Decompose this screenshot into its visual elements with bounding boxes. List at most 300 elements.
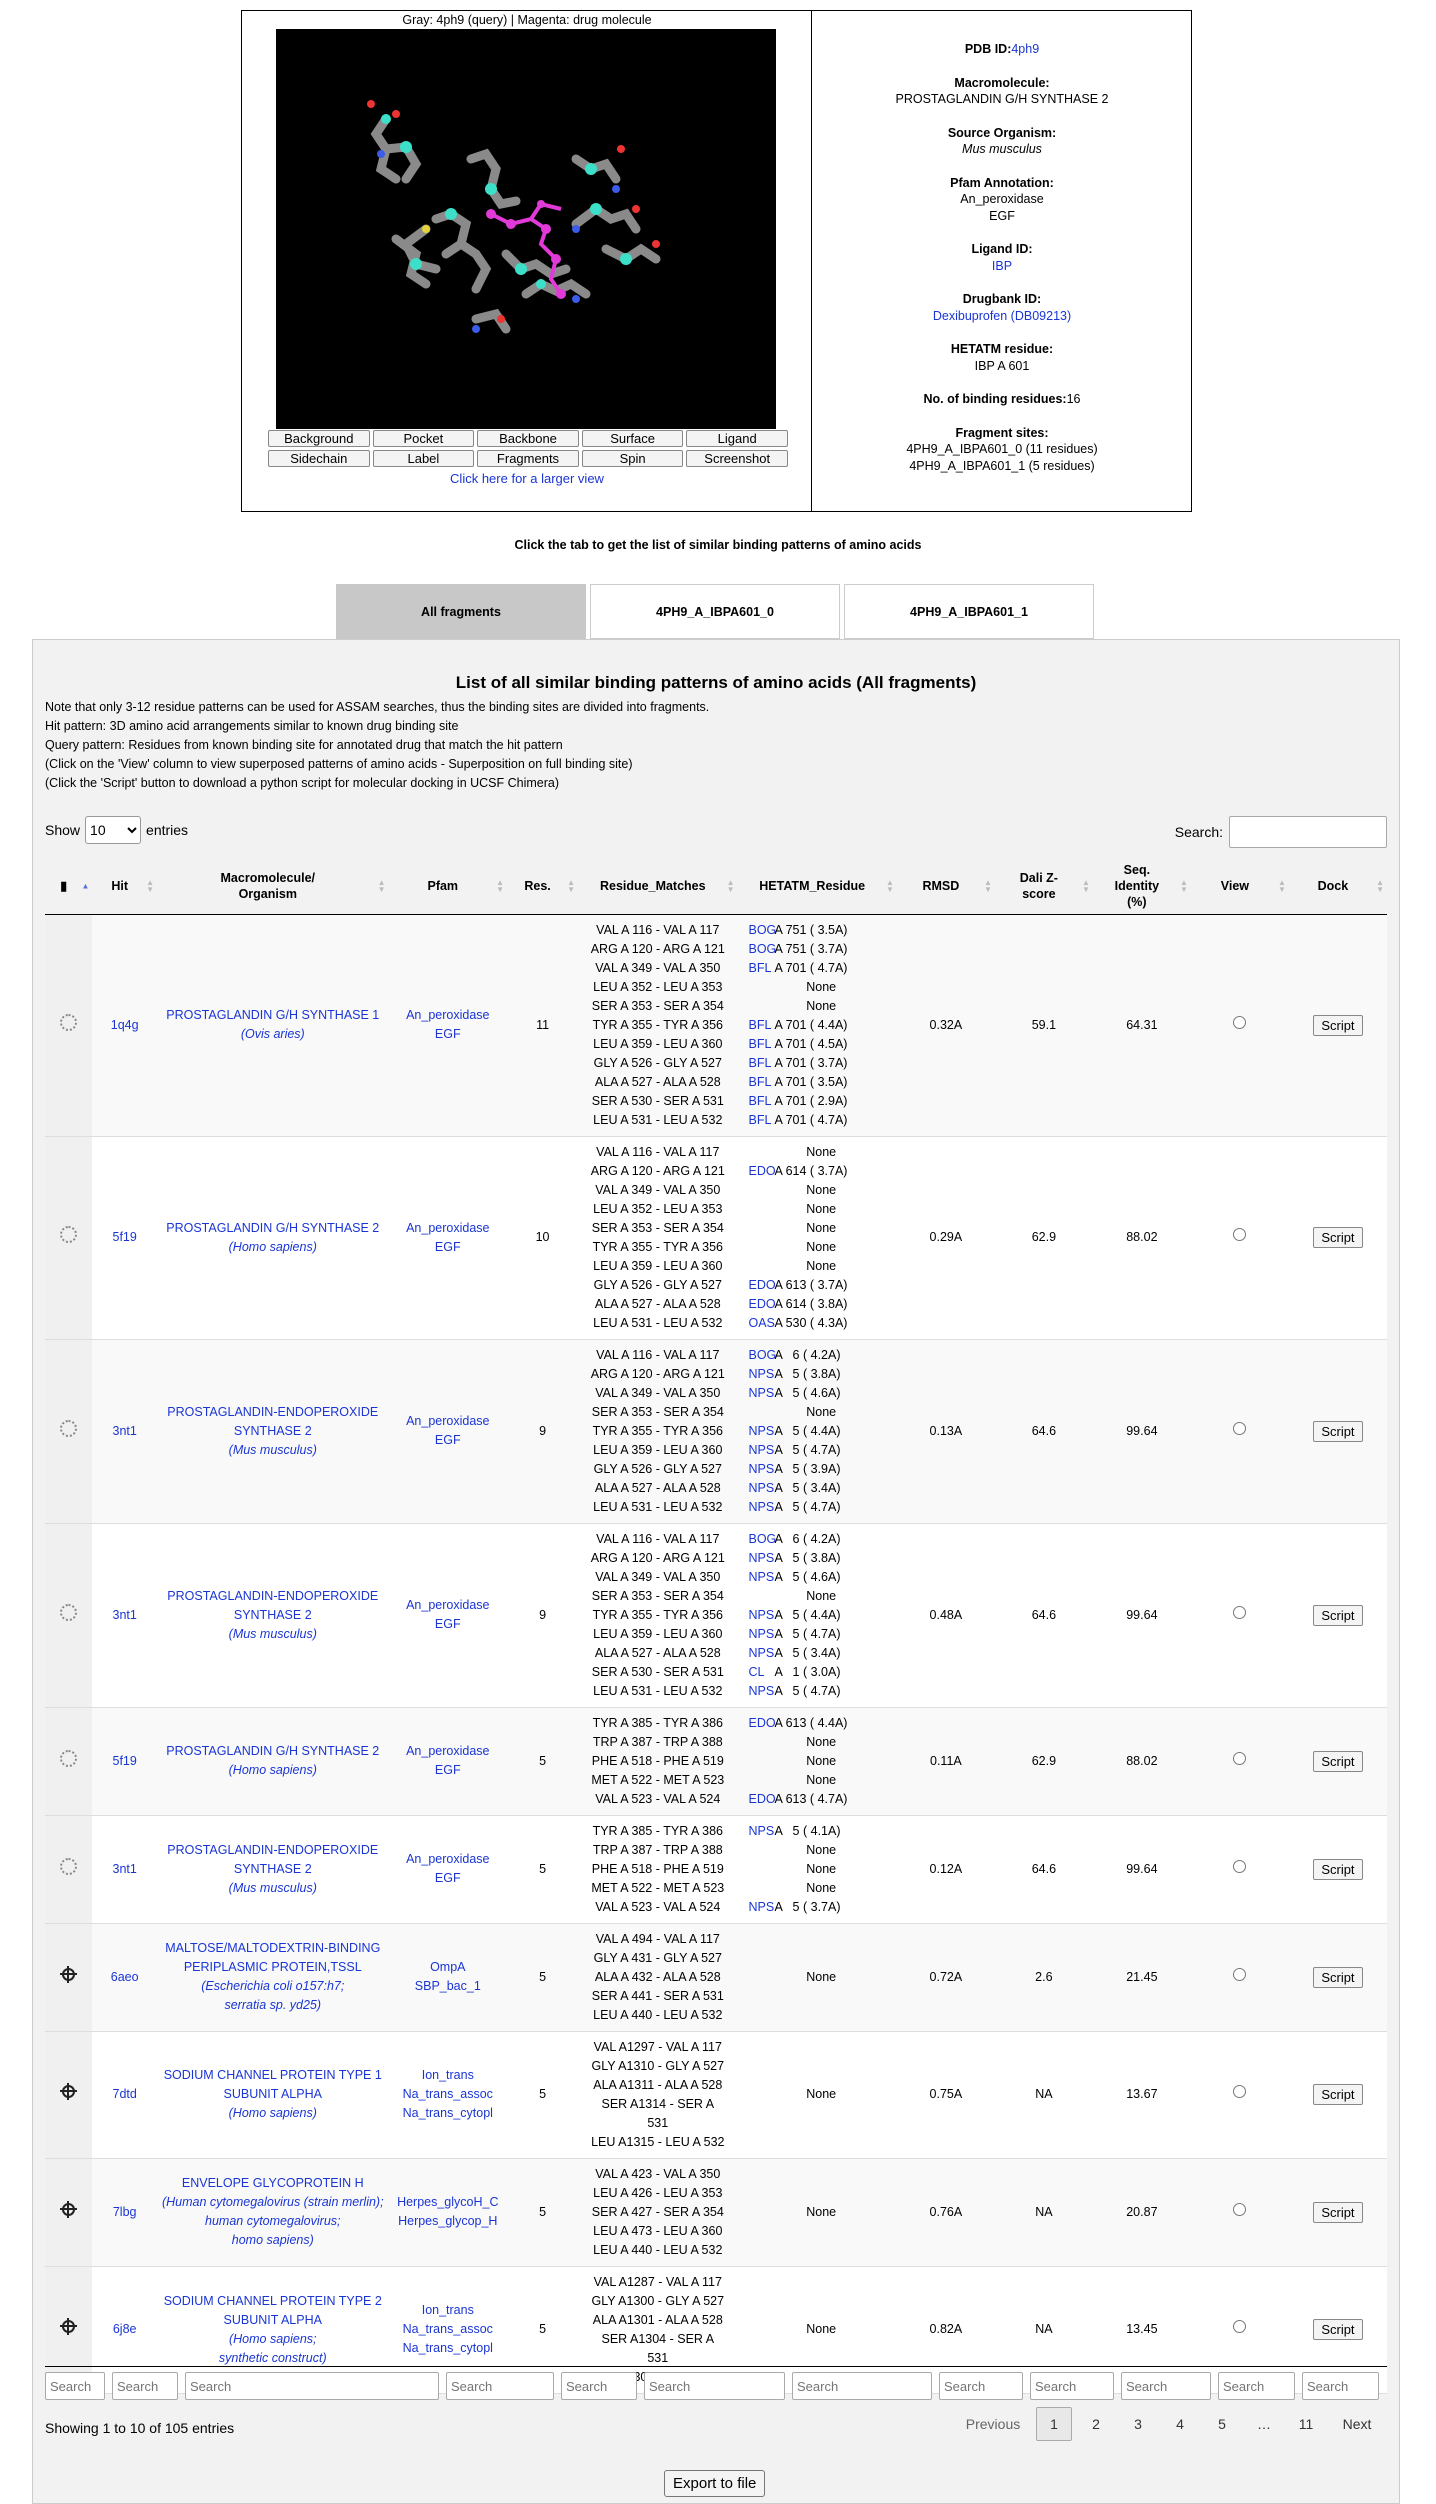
macromolecule-cell (157, 1707, 389, 1815)
hetatm-code-link[interactable]: BFL (748, 1036, 772, 1051)
hetatm-entry (740, 1606, 893, 1625)
hetatm-position: A 613 ( 4.4A) (774, 1715, 848, 1730)
residue-match: LEU A 531 - LEU A 532 (593, 1683, 723, 1698)
pfam-link[interactable]: Herpes_glycoH_C (397, 2195, 499, 2209)
macromolecule-name[interactable]: PROSTAGLANDIN-ENDOPEROXIDE (167, 1588, 379, 1603)
seq-identity: 88.02 (1093, 1707, 1191, 1815)
residue-match: VAL A 494 - VAL A 117 (595, 1931, 720, 1946)
hetatm-entry (740, 1714, 893, 1733)
hetatm-entry (740, 1625, 893, 1644)
residue-match: SER A1304 - SER A (601, 2331, 715, 2346)
hetatm-position: A 614 ( 3.7A) (774, 1163, 848, 1178)
column-search-input[interactable] (185, 2372, 439, 2400)
col-res[interactable] (507, 859, 578, 914)
residue-match: 531 (647, 2115, 669, 2130)
table-row (45, 1136, 1387, 1339)
select-circle-icon[interactable] (60, 1604, 77, 1621)
macromolecule-name[interactable]: SYNTHASE 2 (233, 1423, 312, 1438)
dali-score: 64.6 (995, 1815, 1093, 1923)
hit-link[interactable]: 5f19 (112, 1230, 137, 1244)
residue-match: VAL A 349 - VAL A 350 (595, 960, 721, 975)
search-input[interactable] (1229, 816, 1387, 848)
hit-link[interactable]: 3nt1 (112, 1607, 137, 1622)
seq-identity: 20.87 (1093, 2158, 1191, 2266)
ligand-id-link[interactable]: IBP (991, 258, 1013, 273)
pfam-link[interactable]: Na_trans_cytopl (402, 2341, 493, 2355)
dock-cell (1289, 1523, 1387, 1707)
pfam-cell (389, 2158, 507, 2266)
residue-match: GLY A 526 - GLY A 527 (593, 1277, 722, 1292)
hetatm-code-link[interactable]: NPS (748, 1423, 775, 1438)
pfam-link[interactable]: Ion_trans (421, 2303, 474, 2317)
structure-info-panel (813, 11, 1191, 511)
residue-match: GLY A1310 - GLY A 527 (591, 2058, 725, 2073)
view-radio[interactable] (1233, 1606, 1246, 1619)
crosshair-icon[interactable] (60, 1966, 77, 1983)
hetatm-code-link[interactable]: BOG (748, 1347, 777, 1362)
dock-cell (1289, 1136, 1387, 1339)
source-organism-label: Source Organism: (947, 125, 1057, 140)
note-line: (Click on the 'View' column to view superposed patterns of amino acids - Superposition on full binding site) (45, 757, 633, 771)
organism-name[interactable]: serratia sp. yd25) (224, 1998, 322, 2012)
pfam-link[interactable]: Na_trans_assoc (402, 2087, 493, 2101)
hetatm-entry (740, 1384, 893, 1403)
hetatm-entry (740, 1644, 893, 1663)
dali-score: 64.6 (995, 1339, 1093, 1523)
molecule-viewer-canvas[interactable] (276, 29, 776, 429)
ligand-button[interactable]: Ligand (686, 430, 788, 447)
script-button[interactable]: Script (1313, 2084, 1362, 2105)
hetatm-code-link[interactable]: NPS (748, 1366, 775, 1381)
molecule-viewer-panel (242, 11, 812, 511)
script-button[interactable]: Script (1313, 1227, 1362, 1248)
row-select-cell[interactable] (45, 1523, 92, 1707)
hetatm-entry (740, 1441, 893, 1460)
select-circle-icon[interactable] (60, 1420, 77, 1437)
col-res-label: Res. (524, 879, 551, 894)
column-search-input[interactable] (939, 2372, 1023, 2400)
crosshair-icon[interactable] (60, 2318, 77, 2335)
hetatm-entry (740, 1403, 893, 1422)
residue-match: LEU A 473 - LEU A 360 (593, 2223, 723, 2238)
residue-matches-cell (578, 1923, 737, 2031)
hetatm-code-link[interactable]: NPS (748, 1385, 775, 1400)
col-residue-matches[interactable] (578, 859, 737, 914)
pfam-link[interactable]: Ion_trans (421, 2068, 474, 2082)
residue-match: SER A 353 - SER A 354 (591, 1220, 724, 1235)
hetatm-code-link[interactable]: NPS (748, 1899, 775, 1914)
fragment-sites-label: Fragment sites: (955, 425, 1049, 440)
hetatm-none: None (806, 1258, 837, 1273)
organism-name[interactable]: (Homo sapiens; (228, 2331, 317, 2346)
col-hetatm[interactable] (737, 859, 896, 914)
script-button[interactable]: Script (1313, 1015, 1362, 1036)
view-radio[interactable] (1233, 1860, 1246, 1873)
page-length-select[interactable] (85, 816, 141, 844)
hit-link[interactable]: 6j8e (112, 2322, 137, 2336)
hetatm-entry (740, 1257, 893, 1276)
residue-match: VAL A 349 - VAL A 350 (595, 1182, 721, 1197)
hetatm-code-link[interactable]: NPS (748, 1480, 775, 1495)
hetatm-code-link[interactable]: BFL (748, 1074, 772, 1089)
sort-icon: ▲ ▼ (983, 878, 992, 895)
macromolecule-name[interactable]: ENVELOPE GLYCOPROTEIN H (181, 2176, 364, 2190)
pfam-link[interactable]: EGF (434, 1027, 461, 1041)
residue-matches-cell (578, 2031, 737, 2158)
macromolecule-name[interactable]: SUBUNIT ALPHA (223, 2087, 322, 2101)
residue-match: TYR A 385 - TYR A 386 (592, 1715, 723, 1730)
page-button[interactable]: 3 (1134, 2416, 1142, 2432)
hit-cell (92, 1923, 157, 2031)
column-search-input[interactable] (792, 2372, 932, 2400)
hetatm-cell (737, 914, 896, 1136)
hetatm-cell (737, 2031, 896, 2158)
hetatm-code-link[interactable]: EDO (748, 1715, 776, 1730)
col-bookmark[interactable] (45, 859, 92, 914)
hetatm-code-link[interactable]: NPS (748, 1645, 775, 1660)
column-search-input[interactable] (1302, 2372, 1379, 2400)
hetatm-code-link[interactable]: CL (748, 1664, 765, 1679)
organism-name[interactable]: synthetic construct) (218, 2350, 327, 2365)
residue-match: VAL A1297 - VAL A 117 (593, 2039, 722, 2054)
search-label: Search: (1174, 824, 1223, 840)
molecule-render (276, 29, 776, 429)
hit-link[interactable]: 1q4g (110, 1017, 139, 1032)
residue-match: ARG A 120 - ARG A 121 (590, 1366, 725, 1381)
pfam-cell (389, 1707, 507, 1815)
surface-button[interactable]: Surface (582, 430, 684, 447)
col-pfam[interactable] (389, 859, 507, 914)
col-rmsd[interactable] (897, 859, 995, 914)
macromolecule-name[interactable]: PROSTAGLANDIN G/H SYNTHASE 1 (166, 1008, 380, 1022)
col-view[interactable] (1191, 859, 1289, 914)
hetatm-code-link[interactable]: EDO (748, 1791, 776, 1806)
hit-link[interactable]: 7lbg (112, 2204, 137, 2219)
organism-name[interactable]: homo sapiens) (231, 2233, 314, 2247)
col-dali[interactable] (995, 859, 1093, 914)
hetatm-none: None (806, 1734, 837, 1749)
sidechain-button[interactable]: Sidechain (268, 450, 370, 467)
hetatm-entry (740, 1111, 893, 1130)
pfam-annotation-1: An_peroxidase (960, 192, 1044, 206)
macromolecule-cell (157, 1923, 389, 2031)
hit-link[interactable]: 3nt1 (112, 1861, 137, 1876)
page-length-control (45, 816, 188, 844)
column-search-input[interactable] (561, 2372, 637, 2400)
page-button-current[interactable]: 1 (1036, 2407, 1072, 2441)
select-circle-icon[interactable] (60, 1858, 77, 1875)
hetatm-code-link[interactable]: BFL (748, 1093, 772, 1108)
macromolecule-name[interactable]: SYNTHASE 2 (233, 1607, 312, 1622)
hetatm-code-link[interactable]: NPS (748, 1683, 775, 1698)
hetatm-entry (740, 1771, 893, 1790)
hetatm-entry (740, 1479, 893, 1498)
hetatm-code-link[interactable]: BOG (748, 922, 777, 937)
script-button[interactable]: Script (1313, 1605, 1362, 1626)
hetatm-code-link[interactable]: NPS (748, 1626, 775, 1641)
hetatm-none: None (806, 1880, 837, 1895)
hetatm-code-link[interactable]: BFL (748, 1017, 772, 1032)
col-dock[interactable] (1289, 859, 1387, 914)
sort-icon: ▲ ▼ (496, 878, 505, 895)
script-button[interactable]: Script (1313, 2202, 1362, 2223)
hetatm-position: A 701 ( 4.4A) (774, 1017, 848, 1032)
organism-name[interactable]: (Ovis aries) (240, 1027, 305, 1041)
results-table (45, 859, 1387, 2394)
macromolecule-name[interactable]: SODIUM CHANNEL PROTEIN TYPE 2 (163, 2293, 382, 2308)
hetatm-code-link[interactable]: NPS (748, 1550, 775, 1565)
hit-link[interactable]: 6aeo (110, 1969, 139, 1984)
macromolecule-name[interactable]: PROSTAGLANDIN G/H SYNTHASE 2 (166, 1744, 380, 1758)
script-button[interactable]: Script (1313, 1421, 1362, 1442)
pfam-link[interactable]: An_peroxidase (406, 1744, 490, 1758)
view-radio[interactable] (1233, 2085, 1246, 2098)
hit-link[interactable]: 5f19 (112, 1753, 137, 1768)
structure-summary-box (241, 10, 1192, 512)
residue-match: SER A 353 - SER A 354 (591, 998, 724, 1013)
macromolecule-name[interactable]: MALTOSE/MALTODEXTRIN-BINDING (165, 1941, 381, 1955)
residue-match: ALA A 527 - ALA A 528 (594, 1074, 721, 1089)
pfam-link[interactable]: An_peroxidase (406, 1598, 490, 1612)
view-radio[interactable] (1233, 2203, 1246, 2216)
hetatm-position: A 6 ( 4.2A) (774, 1531, 841, 1546)
macromolecule-name[interactable]: PROSTAGLANDIN-ENDOPEROXIDE (167, 1842, 379, 1857)
sort-icon: ▲ ▼ (567, 878, 576, 895)
macromolecule-name[interactable]: PERIPLASMIC PROTEIN,TSSL (183, 1960, 362, 1974)
hetatm-code-link[interactable]: BOG (748, 1531, 777, 1546)
select-circle-icon[interactable] (60, 1226, 77, 1243)
view-cell (1191, 914, 1289, 1136)
view-radio[interactable] (1233, 1016, 1246, 1029)
pfam-link[interactable]: Na_trans_cytopl (402, 2106, 493, 2120)
column-search-input[interactable] (45, 2372, 105, 2400)
column-search-input[interactable] (1218, 2372, 1295, 2400)
column-search-input[interactable] (112, 2372, 178, 2400)
view-radio[interactable] (1233, 1968, 1246, 1981)
table-row (45, 1815, 1387, 1923)
larger-view-link[interactable]: Click here for a larger view (450, 471, 604, 486)
rmsd-value: 0.13A (897, 1339, 995, 1523)
hit-link[interactable]: 3nt1 (112, 1423, 137, 1438)
hetatm-code-link[interactable]: EDO (748, 1277, 776, 1292)
hetatm-entry (740, 2203, 893, 2222)
next-page-button[interactable]: Next (1342, 2416, 1372, 2432)
fragments-button[interactable]: Fragments (477, 450, 579, 467)
organism-name[interactable]: (Homo sapiens) (228, 2106, 317, 2120)
column-search-input[interactable] (1030, 2372, 1114, 2400)
residue-match: LEU A 531 - LEU A 532 (593, 1499, 723, 1514)
rmsd-value: 0.29A (897, 1136, 995, 1339)
page-button[interactable]: 11 (1298, 2416, 1314, 2432)
view-radio[interactable] (1233, 1422, 1246, 1435)
label-button[interactable]: Label (373, 450, 475, 467)
page-button[interactable]: 5 (1218, 2416, 1226, 2432)
macromolecule-name[interactable]: PROSTAGLANDIN G/H SYNTHASE 2 (166, 1220, 380, 1235)
script-button[interactable]: Script (1313, 2319, 1362, 2340)
residue-match: TYR A 355 - TYR A 356 (592, 1607, 723, 1622)
pfam-link[interactable]: Na_trans_assoc (402, 2322, 493, 2336)
hetatm-code-link[interactable]: NPS (748, 1569, 775, 1584)
residue-match: GLY A1300 - GLY A 527 (591, 2293, 725, 2308)
hetatm-code-link[interactable]: BFL (748, 1055, 772, 1070)
macromolecule-name[interactable]: SYNTHASE 2 (233, 1861, 312, 1876)
pocket-button[interactable]: Pocket (373, 430, 475, 447)
macromolecule-cell (157, 1136, 389, 1339)
hetatm-code-link[interactable]: NPS (748, 1442, 775, 1457)
row-select-cell[interactable] (45, 1815, 92, 1923)
tab-fragment-0[interactable]: 4PH9_A_IBPA601_0 (590, 584, 840, 639)
table-row (45, 2158, 1387, 2266)
pfam-link[interactable]: An_peroxidase (406, 1852, 490, 1866)
hetatm-code-link[interactable]: EDO (748, 1296, 776, 1311)
column-search-input[interactable] (446, 2372, 554, 2400)
organism-name[interactable]: (Mus musculus) (228, 1442, 317, 1457)
column-search-input[interactable] (644, 2372, 785, 2400)
hetatm-code-link[interactable]: BFL (748, 960, 772, 975)
row-select-cell[interactable] (45, 1339, 92, 1523)
page-button[interactable]: 4 (1176, 2416, 1184, 2432)
hetatm-code-link[interactable]: OAS (748, 1315, 775, 1330)
col-seq-identity[interactable] (1093, 859, 1191, 914)
hetatm-position: A 5 ( 3.8A) (774, 1550, 841, 1565)
hetatm-code-link[interactable]: EDO (748, 1163, 776, 1178)
drugbank-id-link[interactable]: Dexibuprofen (DB09213) (932, 308, 1072, 323)
hetatm-none: None (806, 979, 837, 994)
col-hit[interactable] (92, 859, 157, 914)
residue-match: LEU A 531 - LEU A 532 (593, 1112, 723, 1127)
row-select-cell[interactable] (45, 1923, 92, 2031)
hetatm-cell (737, 1523, 896, 1707)
header-row (45, 859, 1387, 914)
fragment-site-1: 4PH9_A_IBPA601_0 (11 residues) (906, 442, 1098, 456)
res-count: 5 (507, 2031, 578, 2158)
pfam-link[interactable]: EGF (434, 1871, 461, 1885)
hetatm-none: None (806, 2204, 837, 2219)
select-circle-icon[interactable] (60, 1750, 77, 1767)
hetatm-none: None (806, 1969, 837, 1984)
script-button[interactable]: Script (1313, 1859, 1362, 1880)
backbone-button[interactable]: Backbone (477, 430, 579, 447)
row-select-cell[interactable] (45, 914, 92, 1136)
organism-name[interactable]: (Homo sapiens) (228, 1239, 317, 1254)
residue-match: GLY A 431 - GLY A 527 (593, 1950, 722, 1965)
view-cell (1191, 1707, 1289, 1815)
row-select-cell[interactable] (45, 1707, 92, 1815)
pfam-link[interactable]: EGF (434, 1617, 461, 1631)
spin-button[interactable]: Spin (582, 450, 684, 467)
pfam-link[interactable]: SBP_bac_1 (414, 1979, 481, 1993)
pfam-link[interactable]: Herpes_glycop_H (398, 2214, 498, 2228)
hetatm-code-link[interactable]: NPS (748, 1461, 775, 1476)
view-radio[interactable] (1233, 1752, 1246, 1765)
hetatm-position: A 701 ( 4.5A) (774, 1036, 848, 1051)
view-cell (1191, 1923, 1289, 2031)
hetatm-entry (740, 1549, 893, 1568)
previous-page-button[interactable]: Previous (965, 2416, 1021, 2432)
sort-icon: ▲ ▼ (726, 878, 735, 895)
hetatm-cell (737, 1339, 896, 1523)
page-button[interactable]: 2 (1092, 2416, 1100, 2432)
pfam-link[interactable]: An_peroxidase (406, 1008, 490, 1022)
rmsd-value: 0.32A (897, 914, 995, 1136)
hetatm-cell (737, 1707, 896, 1815)
hetatm-none: None (806, 1220, 837, 1235)
organism-name[interactable]: (Mus musculus) (228, 1626, 317, 1641)
hetatm-position: A 613 ( 3.7A) (774, 1277, 848, 1292)
macromolecule-cell (157, 1523, 389, 1707)
dock-cell (1289, 1923, 1387, 2031)
script-button[interactable]: Script (1313, 1967, 1362, 1988)
column-search-row (45, 2366, 1387, 2400)
hit-cell (92, 1707, 157, 1815)
res-count: 10 (507, 1136, 578, 1339)
organism-name[interactable]: human cytomegalovirus; (205, 2214, 341, 2228)
tab-all-fragments[interactable]: All fragments (336, 584, 586, 639)
hetatm-code-link[interactable]: NPS (748, 1499, 775, 1514)
screenshot-button[interactable]: Screenshot (686, 450, 788, 467)
tab-fragment-1[interactable]: 4PH9_A_IBPA601_1 (844, 584, 1094, 639)
hetatm-code-link[interactable]: NPS (748, 1823, 775, 1838)
crosshair-icon[interactable] (60, 2083, 77, 2100)
residue-match: PHE A 518 - PHE A 519 (591, 1861, 724, 1876)
macromolecule-name[interactable]: SUBUNIT ALPHA (223, 2312, 322, 2327)
pfam-link[interactable]: OmpA (430, 1960, 466, 1974)
hetatm-code-link[interactable]: NPS (748, 1607, 775, 1622)
residue-match: VAL A 116 - VAL A 117 (596, 1531, 720, 1546)
pfam-link[interactable]: An_peroxidase (406, 1220, 490, 1235)
residue-match: SER A 530 - SER A 531 (591, 1093, 724, 1108)
note-line: Query pattern: Residues from known binding site for annotated drug that match the hit pattern (45, 738, 563, 752)
organism-name[interactable]: (Homo sapiens) (228, 1763, 317, 1777)
hit-cell (92, 1523, 157, 1707)
row-select-cell[interactable] (45, 2031, 92, 2158)
hetatm-code-link[interactable]: BOG (748, 941, 777, 956)
notes (45, 698, 709, 793)
organism-name[interactable]: (Mus musculus) (228, 1880, 317, 1895)
row-select-cell[interactable] (45, 1136, 92, 1339)
crosshair-icon[interactable] (60, 2201, 77, 2218)
row-select-cell[interactable] (45, 2158, 92, 2266)
residue-match: VAL A 116 - VAL A 117 (596, 1347, 720, 1362)
residue-matches-cell (578, 914, 737, 1136)
script-button[interactable]: Script (1313, 1751, 1362, 1772)
pfam-link[interactable]: EGF (434, 1763, 461, 1777)
select-circle-icon[interactable] (60, 1014, 77, 1031)
residue-match: ALA A1311 - ALA A 528 (593, 2077, 723, 2092)
macromolecule-name[interactable]: SODIUM CHANNEL PROTEIN TYPE 1 (163, 2068, 382, 2082)
pdb-id-link[interactable]: 4ph9 (1011, 42, 1040, 56)
crosshair-line (67, 2083, 69, 2100)
pfam-link[interactable]: An_peroxidase (406, 1414, 490, 1428)
col-macromolecule[interactable] (157, 859, 389, 914)
column-search-input[interactable] (1121, 2372, 1211, 2400)
view-radio[interactable] (1233, 2320, 1246, 2333)
export-to-file-button[interactable]: Export to file (664, 2470, 765, 2497)
col-dock-label: Dock (1317, 879, 1349, 894)
hetatm-code-link[interactable]: BFL (748, 1112, 772, 1127)
residue-match: VAL A 116 - VAL A 117 (596, 922, 720, 937)
background-button[interactable]: Background (268, 430, 370, 447)
macromolecule-name[interactable]: PROSTAGLANDIN-ENDOPEROXIDE (167, 1404, 379, 1419)
organism-name[interactable]: (Escherichia coli o157:h7; (201, 1979, 345, 1993)
residue-match: LEU A 352 - LEU A 353 (593, 1201, 723, 1216)
hit-link[interactable]: 7dtd (112, 2087, 137, 2101)
col-residue-matches-label: Residue_Matches (599, 879, 706, 894)
pfam-link[interactable]: EGF (434, 1239, 461, 1254)
pfam-link[interactable]: EGF (434, 1433, 461, 1447)
view-radio[interactable] (1233, 1228, 1246, 1241)
organism-name[interactable]: (Human cytomegalovirus (strain merlin); (161, 2195, 384, 2209)
